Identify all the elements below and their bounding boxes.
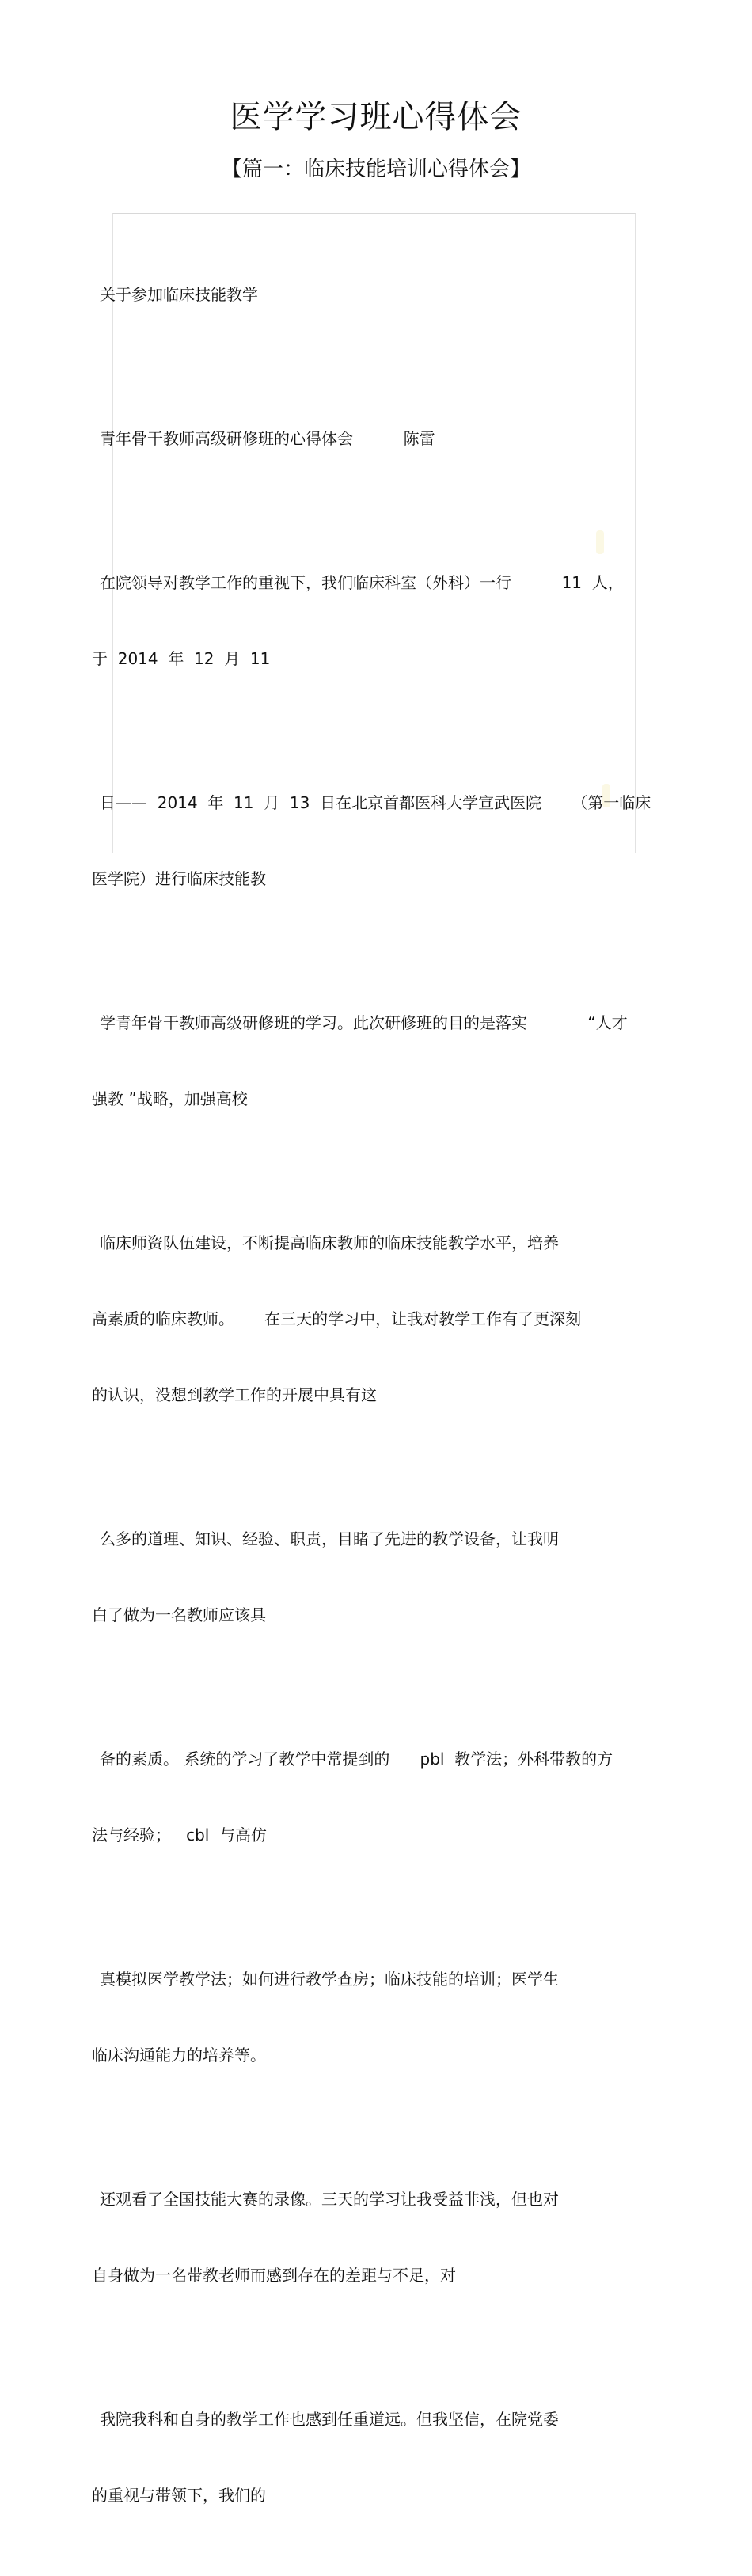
paragraph (92, 2356, 662, 2559)
paragraph (92, 2136, 662, 2339)
paragraph (92, 1916, 662, 2118)
text-line: 关于参加临床技能教学 (100, 285, 258, 304)
text-line: 的重视与带领下，我们的 (92, 2486, 266, 2505)
paragraph (92, 1476, 662, 1678)
paragraph (92, 1696, 662, 1898)
text-line: 法与经验； cbl 与高仿 (92, 1826, 268, 1845)
text-line: 临床师资队伍建设，不断提高临床教师的临床技能教学水平，培养 (100, 1233, 559, 1252)
text-line: 强教 ”战略，加强高校 (92, 1089, 248, 1108)
text-line: 的认识，没想到教学工作的开展中具有这 (92, 1385, 377, 1404)
text-line: 临床沟通能力的培养等。 (92, 2046, 266, 2065)
text-line: 在院领导对教学工作的重视下，我们临床科室（外科）一行 11 人， (100, 573, 624, 592)
text-line: 么多的道理、知识、经验、职责，目睹了先进的教学设备，让我明 (100, 1529, 559, 1548)
text-line: 医学院）进行临床技能教 (92, 869, 266, 888)
paragraph (92, 519, 662, 722)
document-title: 医学学习班心得体会 (230, 99, 522, 135)
text-line: 自身做为一名带教老师而感到存在的差距与不足，对 (92, 2266, 456, 2285)
paragraph (92, 739, 662, 942)
text-line: 青年骨干教师高级研修班的心得体会 陈雷 (100, 429, 435, 448)
paragraph (92, 231, 662, 358)
text-line: 学青年骨干教师高级研修班的学习。此次研修班的目的是落实 “人才 (100, 1013, 628, 1032)
paragraph (92, 959, 662, 1162)
text-line: 于 2014 年 12 月 11 (92, 649, 271, 668)
text-line: 白了做为一名教师应该具 (92, 1605, 266, 1624)
document-subtitle: 【篇一：临床技能培训心得体会】 (221, 158, 530, 181)
text-line: 真模拟医学教学法；如何进行教学查房；临床技能的培训；医学生 (100, 1970, 559, 1989)
text-line: 高素质的临床教师。 在三天的学习中，让我对教学工作有了更深刻 (92, 1309, 582, 1328)
paragraph (92, 375, 662, 502)
text-line: 我院我科和自身的教学工作也感到任重道远。但我坚信，在院党委 (100, 2410, 559, 2429)
text-line: 备的素质。 系统的学习了教学中常提到的 pbl 教学法；外科带教的方 (100, 1750, 613, 1769)
document-body (92, 231, 662, 2576)
paragraph (92, 1180, 662, 1458)
text-line: 还观看了全国技能大赛的录像。三天的学习让我受益非浅，但也对 (100, 2190, 559, 2209)
text-line: 日—— 2014 年 11 月 13 日在北京首都医科大学宣武医院 （第一临床 (100, 793, 651, 812)
